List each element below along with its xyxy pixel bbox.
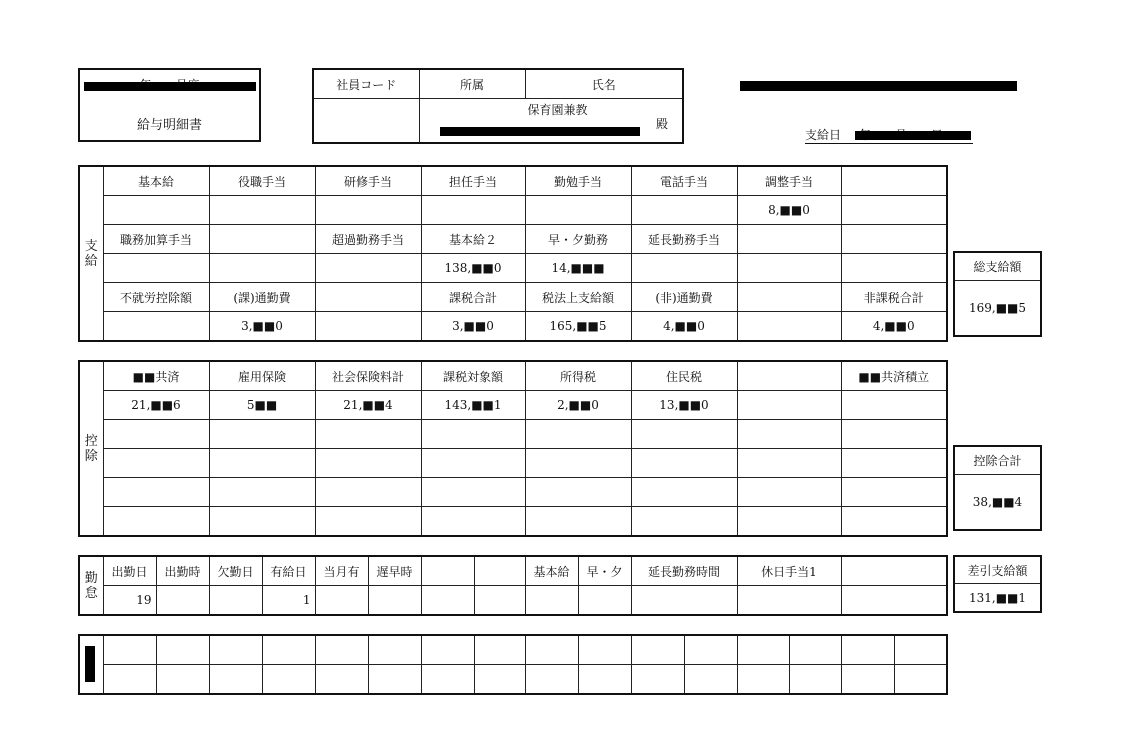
payment-label: 課税合計 — [421, 283, 525, 312]
payment-value — [315, 312, 421, 342]
attendance-label: 基本給 — [525, 556, 578, 586]
attendance-value — [737, 586, 841, 616]
deduction-value: 21,■■4 — [315, 391, 421, 420]
deductions-table — [78, 360, 948, 537]
payment-label: 調整手当 — [737, 166, 841, 196]
attendance-label — [841, 556, 947, 586]
attendance-label: 延長勤務時間 — [631, 556, 737, 586]
payment-label — [841, 166, 947, 196]
payment-label: (課)通勤費 — [209, 283, 315, 312]
payment-value — [315, 196, 421, 225]
name-header: 氏名 — [525, 69, 683, 99]
deduction-value: 2,■■0 — [525, 391, 631, 420]
title-box — [78, 68, 261, 142]
attendance-value — [841, 586, 947, 616]
total-deduction-label: 控除合計 — [954, 446, 1041, 475]
attendance-label: 出勤日 — [103, 556, 156, 586]
payment-value: 4,■■0 — [631, 312, 737, 342]
payment-value: 3,■■0 — [209, 312, 315, 342]
redaction-bar — [855, 131, 971, 140]
deduction-label: ■■共済積立 — [841, 361, 947, 391]
payment-value: 4,■■0 — [841, 312, 947, 342]
payment-value — [737, 312, 841, 342]
payment-value: 138,■■0 — [421, 254, 525, 283]
payment-label: 不就労控除額 — [103, 283, 209, 312]
deduction-value: 5■■ — [209, 391, 315, 420]
pay-date-label: 支給日 — [805, 128, 842, 142]
payment-label: 職務加算手当 — [103, 225, 209, 254]
payment-label — [737, 283, 841, 312]
total-payment-value: 169,■■5 — [954, 281, 1041, 337]
attendance-value — [156, 586, 209, 616]
attendance-label: 遅早時 — [368, 556, 421, 586]
affiliation-header: 所属 — [419, 69, 525, 99]
attendance-label: 有給日 — [262, 556, 315, 586]
payment-value — [841, 254, 947, 283]
payment-value — [421, 196, 525, 225]
payment-value — [525, 196, 631, 225]
payment-label: 役職手当 — [209, 166, 315, 196]
net-pay-value: 131,■■1 — [954, 584, 1041, 613]
deduction-label: ■■共済 — [103, 361, 209, 391]
payment-label: 基本給 — [103, 166, 209, 196]
payment-value: 8,■■0 — [737, 196, 841, 225]
document-title: 給与明細書 — [136, 118, 202, 133]
payment-value — [631, 196, 737, 225]
deduction-value — [841, 391, 947, 420]
deduction-label — [737, 361, 841, 391]
payment-label: 研修手当 — [315, 166, 421, 196]
redaction-bar — [85, 646, 95, 682]
payment-label: 基本給２ — [421, 225, 525, 254]
attendance-value — [368, 586, 421, 616]
attendance-label — [474, 556, 525, 586]
affiliation-name-cell — [419, 99, 683, 144]
attendance-label: 休日手当1 — [737, 556, 841, 586]
deductions-side-label: 控除 — [79, 361, 103, 536]
payment-label — [209, 225, 315, 254]
employee-code-cell — [313, 99, 419, 144]
payment-label: 早・夕勤務 — [525, 225, 631, 254]
deduction-label: 所得税 — [525, 361, 631, 391]
attendance-side-label: 勤怠 — [79, 556, 103, 615]
attendance-value: 1 — [262, 586, 315, 616]
payment-label: 勤勉手当 — [525, 166, 631, 196]
payment-label: 担任手当 — [421, 166, 525, 196]
employee-code-header: 社員コード — [313, 69, 419, 99]
attendance-label: 欠勤日 — [209, 556, 262, 586]
attendance-table — [78, 555, 948, 616]
payment-label: 税法上支給額 — [525, 283, 631, 312]
attendance-label: 出勤時 — [156, 556, 209, 586]
attendance-value — [631, 586, 737, 616]
redaction-bar — [740, 81, 1017, 91]
total-payment-label: 総支給額 — [954, 252, 1041, 281]
notes-side-cell — [79, 635, 103, 694]
attendance-label: 当月有 — [315, 556, 368, 586]
notes-table — [78, 634, 948, 695]
payment-value: 3,■■0 — [421, 312, 525, 342]
affiliation-value: 保育園兼教 — [527, 103, 588, 117]
attendance-value — [209, 586, 262, 616]
payment-value — [103, 254, 209, 283]
payment-value — [103, 196, 209, 225]
payment-value — [737, 254, 841, 283]
attendance-value — [315, 586, 368, 616]
payment-label: 延長勤務手当 — [631, 225, 737, 254]
deduction-label: 雇用保険 — [209, 361, 315, 391]
redaction-bar — [84, 82, 256, 91]
deduction-label: 課税対象額 — [421, 361, 525, 391]
deduction-label: 社会保険料計 — [315, 361, 421, 391]
deduction-value: 13,■■0 — [631, 391, 737, 420]
payment-value: 14,■■■ — [525, 254, 631, 283]
total-deduction-value: 38,■■4 — [954, 475, 1041, 531]
payment-label — [841, 225, 947, 254]
honorific: 殿 — [655, 117, 668, 131]
payments-table — [78, 165, 948, 342]
total-payment-box — [953, 251, 1042, 337]
deduction-value: 143,■■1 — [421, 391, 525, 420]
payment-label: 超過勤務手当 — [315, 225, 421, 254]
total-deduction-box — [953, 445, 1042, 531]
payment-value — [841, 196, 947, 225]
payment-value — [209, 196, 315, 225]
attendance-value — [525, 586, 578, 616]
deduction-value — [737, 391, 841, 420]
attendance-value — [421, 586, 474, 616]
attendance-value — [578, 586, 631, 616]
payment-value — [103, 312, 209, 342]
attendance-value: 19 — [103, 586, 156, 616]
attendance-value — [474, 586, 525, 616]
payment-label — [315, 283, 421, 312]
payment-label: 非課税合計 — [841, 283, 947, 312]
deduction-value: 21,■■6 — [103, 391, 209, 420]
payment-value — [209, 254, 315, 283]
payment-label: (非)通勤費 — [631, 283, 737, 312]
attendance-label — [421, 556, 474, 586]
payments-side-label: 支給 — [79, 166, 103, 341]
payment-value: 165,■■5 — [525, 312, 631, 342]
redaction-bar — [440, 127, 640, 136]
payment-label — [737, 225, 841, 254]
net-pay-label: 差引支給額 — [954, 556, 1041, 584]
payment-value — [315, 254, 421, 283]
employee-info-table — [312, 68, 684, 144]
attendance-label: 早・夕 — [578, 556, 631, 586]
payment-value — [631, 254, 737, 283]
net-pay-box — [953, 555, 1042, 613]
deduction-label: 住民税 — [631, 361, 737, 391]
payment-label: 電話手当 — [631, 166, 737, 196]
